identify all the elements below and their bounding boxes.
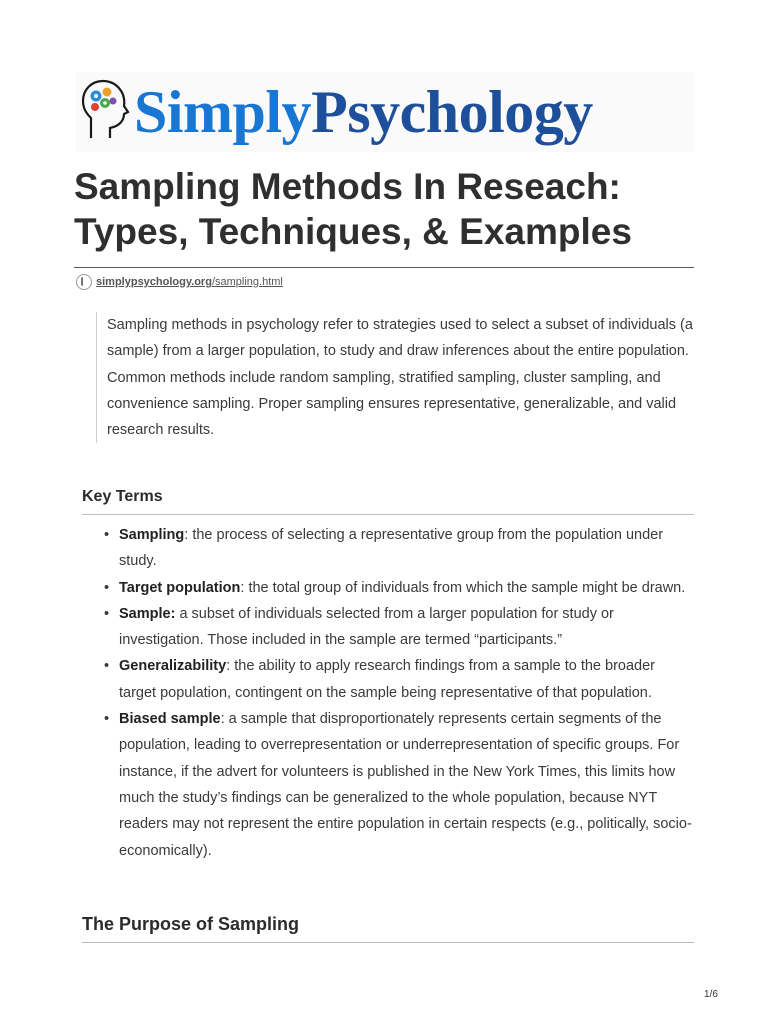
purpose-heading: The Purpose of Sampling — [82, 914, 300, 934]
term-separator: : — [184, 527, 193, 543]
list-item — [101, 601, 694, 654]
term-name: Sampling — [119, 527, 185, 543]
term-definition: the total group of individuals from which the sample might be drawn. — [248, 579, 686, 596]
term-definition: a subset of individuals selected from a larger population for study or investigation. Those included in the sample are termed “participants.” — [119, 605, 614, 649]
term-separator: : — [240, 579, 249, 596]
bullet-icon: • — [104, 527, 110, 543]
bullet-icon: • — [104, 711, 110, 728]
bullet-icon: • — [104, 605, 110, 622]
term-separator: : — [220, 711, 229, 728]
article-title — [74, 164, 714, 254]
bullet-icon: • — [104, 658, 110, 675]
site-logo[interactable] — [76, 72, 694, 152]
logo-wordmark — [134, 74, 593, 150]
bullet-icon: • — [104, 579, 110, 596]
title-line-2: Types, Techniques, & Examples — [74, 211, 632, 252]
key-terms-list — [101, 522, 694, 864]
term-separator: : — [226, 658, 235, 675]
source-link[interactable] — [96, 276, 283, 288]
term-name: Biased sample — [119, 711, 221, 728]
term-name: Target population — [119, 579, 241, 596]
list-item — [101, 575, 694, 601]
purpose-divider — [82, 942, 694, 943]
term-name: Generalizability — [119, 658, 227, 675]
term-definition: the process of selecting a representative group from the population under study. — [119, 527, 664, 570]
article-summary: Sampling methods in psychology refer to strategies used to select a subset of individuals (a sample) from a larger population, to study and draw inferences about the entire population. Common methods include random sampling, stratified sampling, cluster sampling, and convenience sampling. Proper sampling ensures representative, generalizable, and valid research results. — [96, 312, 703, 443]
globe-favicon-icon — [76, 274, 92, 290]
source-link-row — [76, 273, 283, 291]
term-definition: the ability to apply research findings from a sample to the broader target population, contingent on the sample being representative of that population. — [119, 658, 655, 701]
list-item — [101, 653, 694, 706]
source-path: /sampling.html — [211, 276, 283, 288]
page-number: 1/6 — [704, 989, 718, 1000]
key-terms-heading: Key Terms — [82, 488, 163, 505]
title-divider — [74, 267, 694, 268]
list-item — [101, 522, 694, 575]
source-domain: simplypsychology.org — [96, 276, 212, 288]
list-item — [101, 706, 694, 864]
head-with-gears-icon — [80, 78, 130, 140]
key-terms-divider — [82, 514, 694, 515]
logo-simply: Simply — [134, 79, 312, 145]
term-name: Sample: — [119, 605, 176, 622]
title-line-1: Sampling Methods In Reseach: — [74, 166, 621, 207]
term-definition: a sample that disproportionately represents certain segments of the population, leading to overrepresentation or underrepresentation of specific groups. For instance, if the advert for volunteers is published in the New York Times, this limits how much the study’s findings can be generalized to the whole population, because NYT readers may not represent the entire population in certain respects (e.g., politically, socio-economically). — [119, 711, 692, 859]
logo-psychology: Psychology — [311, 79, 593, 145]
